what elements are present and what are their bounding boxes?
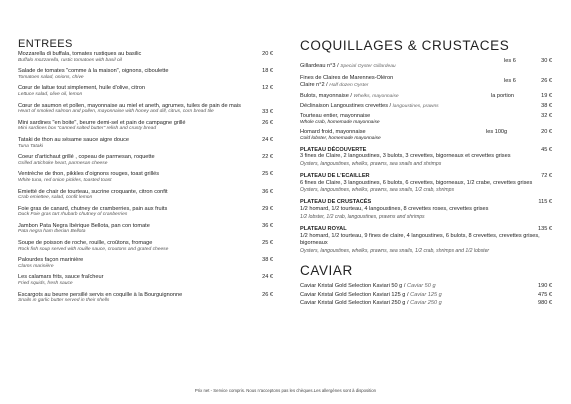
menu-item-declinaison [300, 103, 552, 111]
item-english: Heart of smoked salmon and pollen, mayonnaise with honey and dill, citrus, corn bread tile [18, 109, 214, 115]
item-english: langoustines, prawns [392, 104, 439, 110]
plateau-description: 1/2 homard, 1/2 tourteau, 4 langoustines, 8 crevettes roses, crevettes grises [300, 206, 489, 213]
plateau-description: 3 fines de Claire, 2 langoustines, 3 bulots, 3 crevettes, bigorneaux et crevettes grises [300, 153, 511, 160]
item-name: Bulots, mayonnaise / [300, 93, 352, 99]
item-price: 20 € [541, 128, 552, 135]
item-english: Half dozen Oyster [329, 83, 369, 88]
caviar-item [300, 299, 552, 308]
item-name: Jambon Pata Negra Ibérique Bellota, pan con tomate [18, 222, 150, 229]
item-english: Rock fish soup served with rouille sauce, croutons and grated cheese [18, 246, 169, 252]
menu-item-entree [18, 85, 273, 98]
plateau-title-row [300, 173, 552, 180]
item-name: Caviar Kristal Gold Selection Kaviari 50 g / [300, 282, 406, 289]
item-english: Lettuce salad, olive oil, lemon [18, 91, 83, 97]
item-price: 980 € [538, 300, 552, 307]
item-price: 26 € [262, 291, 273, 298]
item-price: 36 € [262, 188, 273, 195]
item-quantity: la portion [491, 93, 515, 99]
item-price: 26 € [541, 78, 552, 84]
item-name-line2: Claire n°2 / [300, 82, 328, 88]
item-price: 18 € [262, 68, 273, 75]
item-english: White tuna, red onion pickles, toasted toast [18, 177, 112, 183]
item-price: 30 € [541, 58, 552, 64]
item-english: Grilled artichoke heart, parmesan cheese [18, 160, 108, 166]
plateau-title-row [300, 199, 552, 206]
item-name: Mini sardines "en boite", beurre demi-sel et pain de campagne grillé [18, 119, 186, 126]
item-name: Mozzarella di buffala, tomates rustiques au basilic [18, 51, 142, 57]
item-price: 26 € [262, 119, 273, 126]
item-english: Tuna Tataki [18, 143, 44, 149]
menu-item-entree [18, 240, 273, 253]
item-english: Tomatoes salad, onions, chive [18, 74, 84, 80]
plateau-english: Oysters, langoustines, whelks, prawns, sea snails, 1/2 crab, shrimps and 1/2 lobster [300, 247, 490, 254]
item-name: Caviar Kristal Gold Selection Kaviari 250 g / [300, 300, 409, 307]
item-name: Foie gras de canard, chutney de cramberries, pain aux fruits [18, 205, 168, 212]
footer-note: Prix net - Service compris. Nous n'acceptons pas les chèques.Les allergènes sont à disposition [194, 388, 377, 393]
plateau-price: 115 € [538, 199, 552, 206]
item-english: Special Oyster Gillardeau [340, 64, 396, 69]
item-price: 29 € [262, 205, 273, 212]
menu-item-entree [18, 292, 273, 305]
item-name: Caviar Kristal Gold Selection Kaviari 125 g / [300, 291, 409, 298]
plateau-title-row [300, 147, 552, 154]
plateau-title: PLATEAU ROYAL [300, 225, 347, 232]
menu-item-entree [18, 171, 273, 184]
item-english: Cold lobster, homemade mayonnaise [300, 135, 381, 141]
item-name: Tataki de thon au sésame sauce aigre douce [18, 136, 130, 143]
caviar-item [300, 282, 552, 291]
item-english: Clams marinière [18, 263, 54, 269]
caviar-item [300, 291, 552, 300]
item-name: Homard froid, mayonnaise [300, 128, 366, 135]
menu-item-entree [18, 223, 273, 236]
item-price: 22 € [262, 154, 273, 161]
caviar-list [300, 282, 552, 308]
entrees-title: ENTREES [18, 38, 73, 50]
coquillages-title: COQUILLAGES & CRUSTACES [300, 38, 510, 53]
plateau-description: 6 fines de Claire, 3 langoustines, 6 bulots, 6 crevettes, bigorneaux, 1/2 crabe, crevettes grises [300, 179, 533, 186]
item-name: Salade de tomates "comme à la maison", oignons, ciboulette [18, 68, 169, 75]
menu-item-gillardeau [300, 58, 552, 72]
item-english: Snails in garlic butter served in their shells [18, 298, 110, 304]
item-price: 19 € [541, 93, 552, 99]
plateau-title: PLATEAU DÉCOUVERTE [300, 146, 367, 153]
item-name: Fines de Claires de Marennes-Oléron [300, 75, 394, 81]
item-price: 190 € [538, 282, 552, 289]
menu-item-entree [18, 189, 273, 202]
item-english: Caviar 125 g [410, 291, 442, 298]
item-english: Mini sardines box "canned salted butter" relish and crusty bread [18, 126, 157, 132]
plateau-english: 1/2 lobster, 1/2 crab, langoustines, prawns and shrimps [300, 213, 425, 220]
item-price: 12 € [262, 85, 273, 92]
menu-item-bulots [300, 93, 552, 101]
entrees-list [18, 51, 273, 304]
menu-item-entree [18, 120, 273, 133]
item-price: 38 € [541, 103, 552, 110]
plateau-block [300, 226, 552, 255]
item-price: 32 € [541, 113, 552, 120]
plateau-english: Oysters, langoustines, whelks, prawns, sea snails and shrimps [300, 160, 442, 167]
entrees-section [18, 38, 273, 309]
item-name: Cœur de saumon et pollen, mayonnaise au miel et aneth, agrumes, tuiles de pain de mais [18, 102, 241, 109]
item-name: Ventrèche de thon, pikkles d'oignons rouges, toast grillés [18, 171, 159, 178]
menu-item-entree [18, 206, 273, 219]
item-quantity: les 6 [504, 78, 516, 84]
plateau-block [300, 147, 552, 168]
item-english: Fried squids, fresh sauce [18, 281, 73, 287]
plateau-english: Oysters, langoustines, whelks, prawns, sea snails, 1/2 crab, shrimps [300, 187, 455, 194]
plateau-title-row [300, 226, 552, 233]
menu-item-entree [18, 154, 273, 167]
item-price: 25 € [262, 240, 273, 247]
item-english: Whelks, mayonnaise [353, 94, 399, 99]
item-name: Déclinaison Langoustines crevettes / [300, 103, 392, 110]
item-english: Buffalo mozzarella, rustic tomatoes with basil oil [18, 57, 122, 63]
item-price: 36 € [262, 222, 273, 229]
item-price: 24 € [262, 136, 273, 143]
plateau-price: 72 € [541, 172, 552, 179]
item-name: Tourteau entier, mayonnaise [300, 113, 371, 120]
item-name: Escargots au beurre persillé servis en coquille à la Bourguignonne [18, 291, 183, 298]
plateaux-list [300, 147, 552, 255]
menu-item-entree [18, 137, 273, 150]
item-english: Whole crab, homemade mayonnaise [300, 120, 380, 126]
item-price: 20 € [262, 51, 273, 57]
plateau-block [300, 199, 552, 220]
item-name: Palourdes façon marinière [18, 257, 84, 264]
menu-item-tourteau [300, 113, 552, 126]
plateau-title: PLATEAU DE L'ECAILLER [300, 172, 370, 179]
item-name: Les calamars frits, sauce fraîcheur [18, 274, 104, 281]
item-name: Cœur de laitue tout simplement, huile d'olive, citron [18, 85, 145, 92]
item-name: Coeur d'artichaut grillé , copeau de parmesan, roquette [18, 154, 155, 161]
menu-item-entree [18, 68, 273, 81]
item-english: Caviar 50 g [406, 282, 436, 289]
plateau-block [300, 173, 552, 194]
item-quantity: les 100g [486, 128, 508, 135]
item-price: 24 € [262, 274, 273, 281]
plateau-description: 1/2 homard, 1/2 tourteau, 9 fines de claire, 4 langoustines, 6 bulots, 8 crevettes, crevettes grises, bigorneaux [300, 232, 540, 247]
item-english: Duck Foie gras tart rhubarb chutney of cranberries [18, 212, 128, 218]
item-name: Emietté de chair de tourteau, sucrine croquante, citron confit [18, 188, 168, 195]
plateau-price: 45 € [541, 146, 552, 153]
menu-item-entree [18, 257, 273, 270]
item-english: Crab emiettee, salad, confit lemon [18, 195, 93, 201]
menu-item-fines-de-claires [300, 75, 552, 89]
plateau-title: PLATEAU DE CRUSTACÉS [300, 199, 372, 206]
menu-item-entree [18, 103, 273, 116]
item-price: 475 € [538, 291, 552, 298]
plateau-price: 135 € [538, 225, 552, 232]
item-quantity: les 6 [504, 58, 516, 64]
menu-item-entree [18, 274, 273, 287]
item-name: Gillardeau n°3 / [300, 63, 339, 69]
item-english: Pata negra ham Iberian Bellota [18, 229, 86, 235]
item-english: Caviar 250 g [410, 300, 442, 307]
item-price: 25 € [262, 171, 273, 178]
seafood-section [300, 38, 552, 308]
menu-item-homard [300, 129, 552, 142]
menu-item-entree [18, 51, 273, 64]
item-name: Soupe de poisson de roche, rouille, croûtons, fromage [18, 240, 153, 247]
item-price: 38 € [262, 257, 273, 264]
caviar-title: CAVIAR [300, 262, 353, 278]
item-price: 33 € [262, 109, 273, 116]
